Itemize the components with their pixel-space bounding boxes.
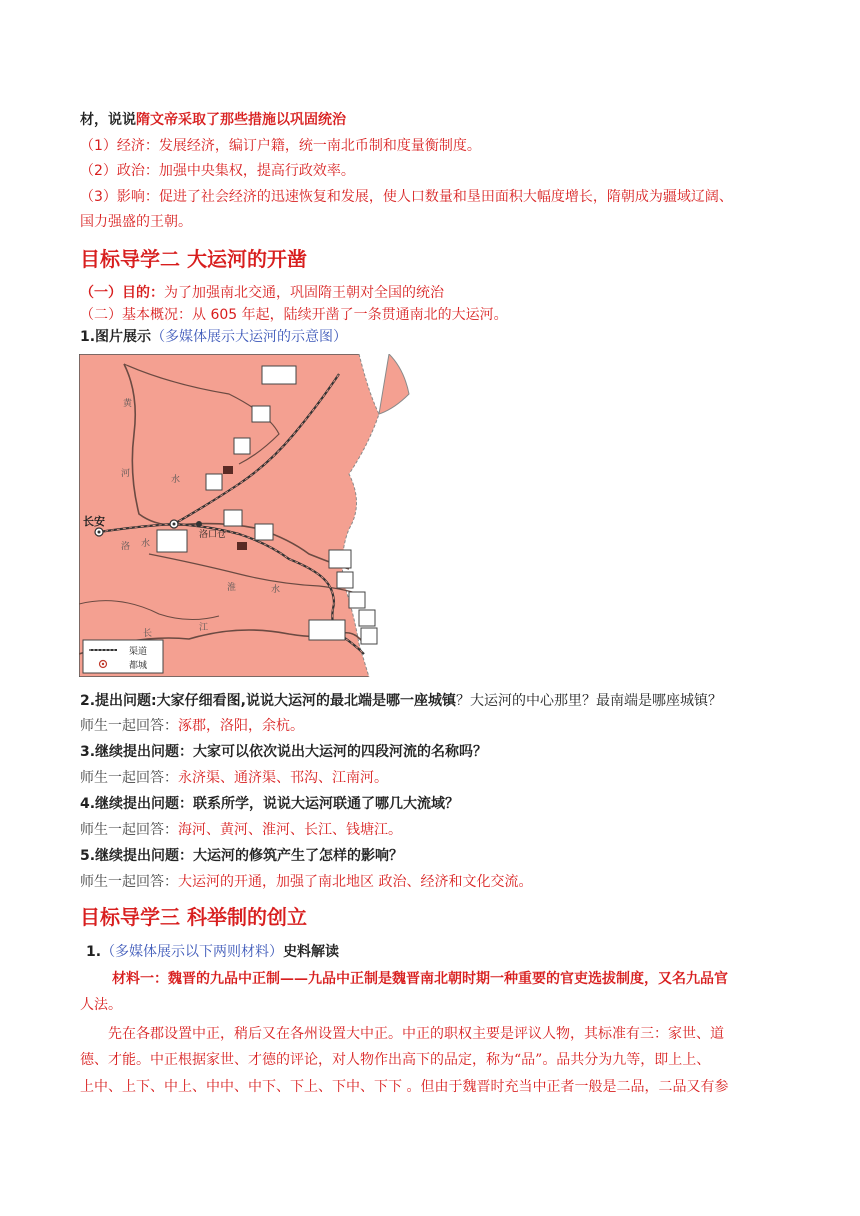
- legend-capital: 都城: [129, 661, 148, 671]
- lead-black: 材，说说: [80, 112, 136, 128]
- river-label: 长: [143, 629, 153, 639]
- question-3: 3.继续提出问题：大家可以依次说出大运河的四段河流的名称吗？: [80, 744, 488, 760]
- measure-impact-b: 国力强盛的王朝。: [80, 214, 192, 230]
- overview-label: （二）基本概况：从 605 年起，: [80, 307, 284, 323]
- image-display-label: 1.图片展示: [80, 329, 152, 345]
- overview-text: 陆续开凿了一条贯通南北的大运河。: [283, 307, 508, 323]
- answer-text: 大运河的开通，加强了南北地区 政治、经济和文化交流。: [178, 874, 533, 890]
- material-1-line-a: 材料一：魏晋的九品中正制——九品中正制是魏晋南北朝时期一种重要的官吏选拔制度，又名九品官: [112, 971, 728, 987]
- answer-5: [80, 872, 532, 892]
- river-label: 河: [121, 469, 131, 479]
- question-5: 5.继续提出问题：大运河的修筑产生了怎样的影响？: [80, 848, 404, 864]
- legend-canal: 渠道: [129, 647, 148, 657]
- question-tail: ？大运河的中心那里？最南端是哪座城镇？: [455, 693, 722, 709]
- measure-politics: （2）政治：加强中央集权，提高行政效率。: [80, 163, 355, 179]
- lead-red: 隋文帝采取了那些措施以巩固统治: [136, 112, 346, 128]
- answer-text: 永济渠、通济渠、邗沟、江南河。: [178, 770, 388, 786]
- question-text: 2.提出问题:大家仔细看图,说说大运河的最北端是哪一座城镇: [80, 693, 456, 709]
- measure-impact-a: （3）影响：促进了社会经济的迅速恢复和发展，使人口数量和垦田面积大幅度增长，隋朝成为疆域辽阔、: [80, 189, 733, 205]
- river-label: 江: [199, 623, 209, 633]
- answer-2: [80, 716, 304, 736]
- question-2: [80, 691, 722, 711]
- purpose-text: 为了加强南北交通，巩固隋王朝对全国的统治: [164, 285, 444, 301]
- image-display-note: （多媒体展示大运河的示意图）: [151, 329, 348, 345]
- answer-text: 涿郡，洛阳，余杭。: [178, 718, 304, 734]
- material-2-line-b: 德、才能。中正根据家世、才德的评论，对人物作出高下的品定，称为“品”。品共分为九等，即上上、: [80, 1052, 711, 1068]
- river-label: 淮: [227, 583, 237, 593]
- material-2-line-a: 先在各郡设置中正，稍后又在各州设置大中正。中正的职权主要是评议人物，其标准有三：家世、道: [108, 1026, 724, 1042]
- section1-lead: [80, 110, 346, 130]
- answer-prefix: 师生一起回答：: [80, 718, 178, 734]
- city-changan: 长安: [83, 515, 105, 528]
- river-label: 水: [141, 539, 151, 549]
- answer-prefix: 师生一起回答：: [80, 874, 178, 890]
- heading-imperial-exam: 目标导学三 科举制的创立: [80, 905, 307, 929]
- item-note: （多媒体展示以下两则材料）: [101, 944, 284, 960]
- answer-text: 海河、黄河、淮河、长江、钱塘江。: [178, 822, 402, 838]
- item-num: 1.: [86, 944, 102, 960]
- city-luokoucang: 洛口仓: [199, 530, 227, 540]
- canal-overview: [80, 305, 508, 325]
- answer-prefix: 师生一起回答：: [80, 770, 178, 786]
- item-label: 史料解读: [283, 944, 340, 960]
- river-label: 水: [271, 585, 281, 595]
- question-4: 4.继续提出问题：联系所学，说说大运河联通了哪几大流域？: [80, 796, 460, 812]
- river-label: 洛: [121, 542, 131, 552]
- answer-3: [80, 768, 388, 788]
- answer-4: [80, 820, 402, 840]
- canal-purpose: [80, 283, 444, 303]
- image-display: [80, 327, 347, 347]
- material-intro: [86, 942, 339, 962]
- purpose-label: （一）目的：: [80, 285, 164, 301]
- material-2-line-c: 上中、上下、中上、中中、中下、下上、下中、下下 。但由于魏晋时充当中正者一般是二品，二品又有参: [80, 1079, 729, 1095]
- answer-prefix: 师生一起回答：: [80, 822, 178, 838]
- measure-economy: （1）经济：发展经济，编订户籍，统一南北币制和度量衡制度。: [80, 138, 481, 154]
- river-label: 水: [171, 475, 181, 485]
- grand-canal-map: [79, 354, 424, 677]
- river-label: 黄: [123, 399, 133, 409]
- heading-grand-canal: 目标导学二 大运河的开凿: [80, 247, 307, 271]
- material-1-line-b: 人法。: [80, 997, 122, 1013]
